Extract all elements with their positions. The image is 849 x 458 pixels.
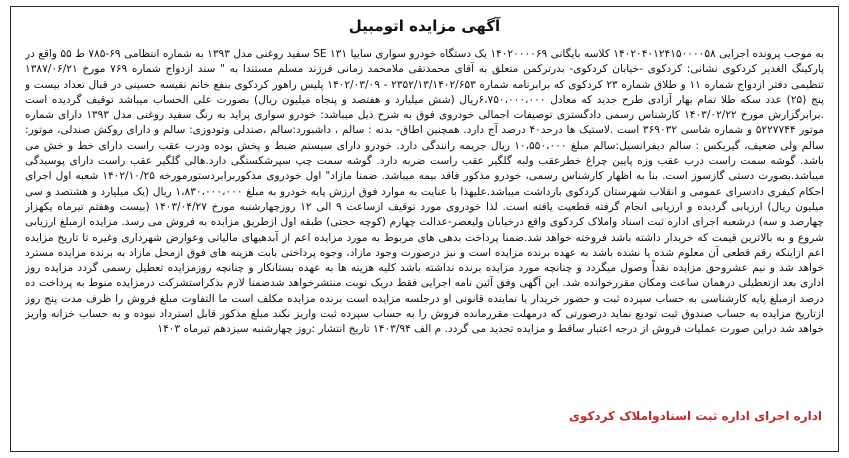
notice-body: به موجب پرونده اجرایی ۱۴۰۲۰۴۰۱۲۴۱۵۰۰۰۰۵۸ کلاسه بایگانی ۱۴۰۲۰۰۰۰۶۹ یک دستگاه خودرو سواری سایپا SE ۱۳۱ سفید روغنی مدل ۱۳۹۳ به شماره انتظامی ۶۹-۷۸۵ ط ۵۵ واقع در پارکینگ الغدیر کردکوی نشانی: کردکوی -خیابان کردکوی- بدرترکمن متعلق به آقای محمدتقی ملامحمد زمانی فرزند مسلم مستندا به " سند ازدواج شماره ۷۶۹ مورخ ۱۳۸۷/۰۶/۲۱ تنظیمی دفتر ازدواج شماره ۱۱ و طلاق شماره ۲۳ کردکوی که برابرنامه شماره ۲۳۵۲/۱۳/۱۴۰۲/۶۵۳ - ۱۴۰۲/۰۳/۰۹ پلیس راهور کردکوی بنفع خانم نفیسه حسینی در قبال تعداد بیست و پنج (۲۵) عدد سکه طلا تمام بهار آزادی طرح جدید که معادل ۶،۷۵۰،۰۰۰،۰۰۰ریال (شش میلیارد و هفتصد و پنجاه میلیون ریال) بصورت علی الحساب میباشد توقیف گردیده است .برابرگزارش مورخ ۱۴۰۳/۰۲/۲۲ کارشناس رسمی دادگستری توصیفات اجمالی خودروی فوق به شرح ذیل میباشد: خودرو سواری پراید به رنگ سفید روغنی مدل ۱۳۹۳ دارای شماره موتور ۵۲۲۷۷۴۴ و شماره شاسی ۳۶۹۰۳۲ است .لاستیک ها درحد۴۰ درصد آج دارد. همچنین اطاق- بدنه : سالم ، داشبورد:سالم ،صندلی وتودوزی: سالم و دارای روکش صندلی، موتور: سالم ولی ضعیف، گیربکس : سالم دیفرانسیل:سالم مبلغ ۱۰،۵۵۰،۰۰۰ ریال جریمه رانندگی دارد. خودرو دارای سیستم ضبط و پخش بوده ودرب عقب راست دارای خط و خش می باشد. گوشه سمت راست درب عقب وزه پایین چراغ خطرعقب ولبه گلگیر عقب راست ضربه دارد. گوشه سمت چپ سپرشکستگی دارد.هالی گلگیر عقب راست دارای پوسیدگی میباشد.بصورت دستی گازسوز است. بنا به اظهار کارشناس رسمی، خودرو مذکور فاقد بیمه میباشد. ضمنا مازاد" اول خودروی مذکوربرابردستورمورخه ۱۴۰۲/۱۰/۲۵ شعبه اول اجرای احکام کیفری دادسرای عمومی و انقلاب شهرستان کردکوی بازداشت میباشد.علیهذا با عنایت به موارد فوق ارزش پایه خودرو به مبلغ ۱،۸۳۰،۰۰۰،۰۰۰ ریال (یک میلیارد و هشتصد و سی میلیون ریال) ارزیابی گردیده و ارزیابی انجام گرفته قطعیت یافته است. لذا خودروی مورد توقیف ازساعت ۹ الی ۱۲ روزچهارشنبه مورخ ۱۴۰۳/۰۴/۲۷ (بیست وهفتم تیرماه یکهزار چهارصد و سه) درشعبه اجرای اداره ثبت اسناد واملاک کردکوی واقع درخیابان ولیعصر-عدالت چهارم (کوچه حجتی) طبقه اول ازطریق مزایده به فروش می رسد. مزایده ازمبلغ ارزیابی شروع و به بالاترین قیمت که خریدار داشته باشد فروخته خواهد شد.ضمنا پرداخت بدهی های مربوط به مورد مزایده اعم از آبدهیهای مالیاتی وعوارض شهرداری وغیره تا تاریخ مزایده اعم ازاینکه رقم قطعی آن معلوم شده یا نشده باشد به عهده برنده مزایده است و نیز درصورت وجود مازاد، وجوه پرداختی بابت هزینه های فوق ازمحل مازاد به برنده مزایده مسترد خواهد شد و نیم عشروحق مزایده نقداً وصول میگردد و چنانچه مورد مزایده برنده نداشته باشد کلیه هزینه ها به عهده بستانکار و چنانچه روزمزایده تعطیل رسمی گردد مزایده روز اداری بعد ازتعطیلی درهمان ساعت ومکان مقررخوانده شد. این آگهی وفق آئین نامه اجرایی فقط دریک نوبت منتشرخواهد شدضمنا لازم بذکراستشرکت درمزایده منوط به پرداخت ده درصد ازمبلغ پایه کارشناسی به حساب سپرده ثبت و حضور خریدار یا نماینده قانونی او درجلسه مزایده است برنده مزایده مکلف است ما التفاوت مبلغ فروش را ظرف مدت پنج روز ازتاریخ مزایده به حساب صندوق ثبت تودیع نماید درصورتی که درمهلت مقررمانده فروش را به حساب سپرده ثبت واریز نکند مبلغ مذکور قابل استرداد نبوده و به حساب خزانه واریز خواهد شد دراین صورت عملیات فروش از درجه اعتبار ساقط و مزایده تجدید می گردد. م الف ۱۴۰۳/۹۴ تاریخ انتشار :روز چهارشنبه سیزدهم تیرماه ۱۴۰۳ xyxy=(25,48,824,336)
notice-title: آگهی مزایده اتومبیل xyxy=(348,17,501,35)
notice-frame xyxy=(10,6,839,452)
notice-footer-signature: اداره اجرای اداره ثبت اسنادواملاک کردکوی xyxy=(568,409,822,423)
